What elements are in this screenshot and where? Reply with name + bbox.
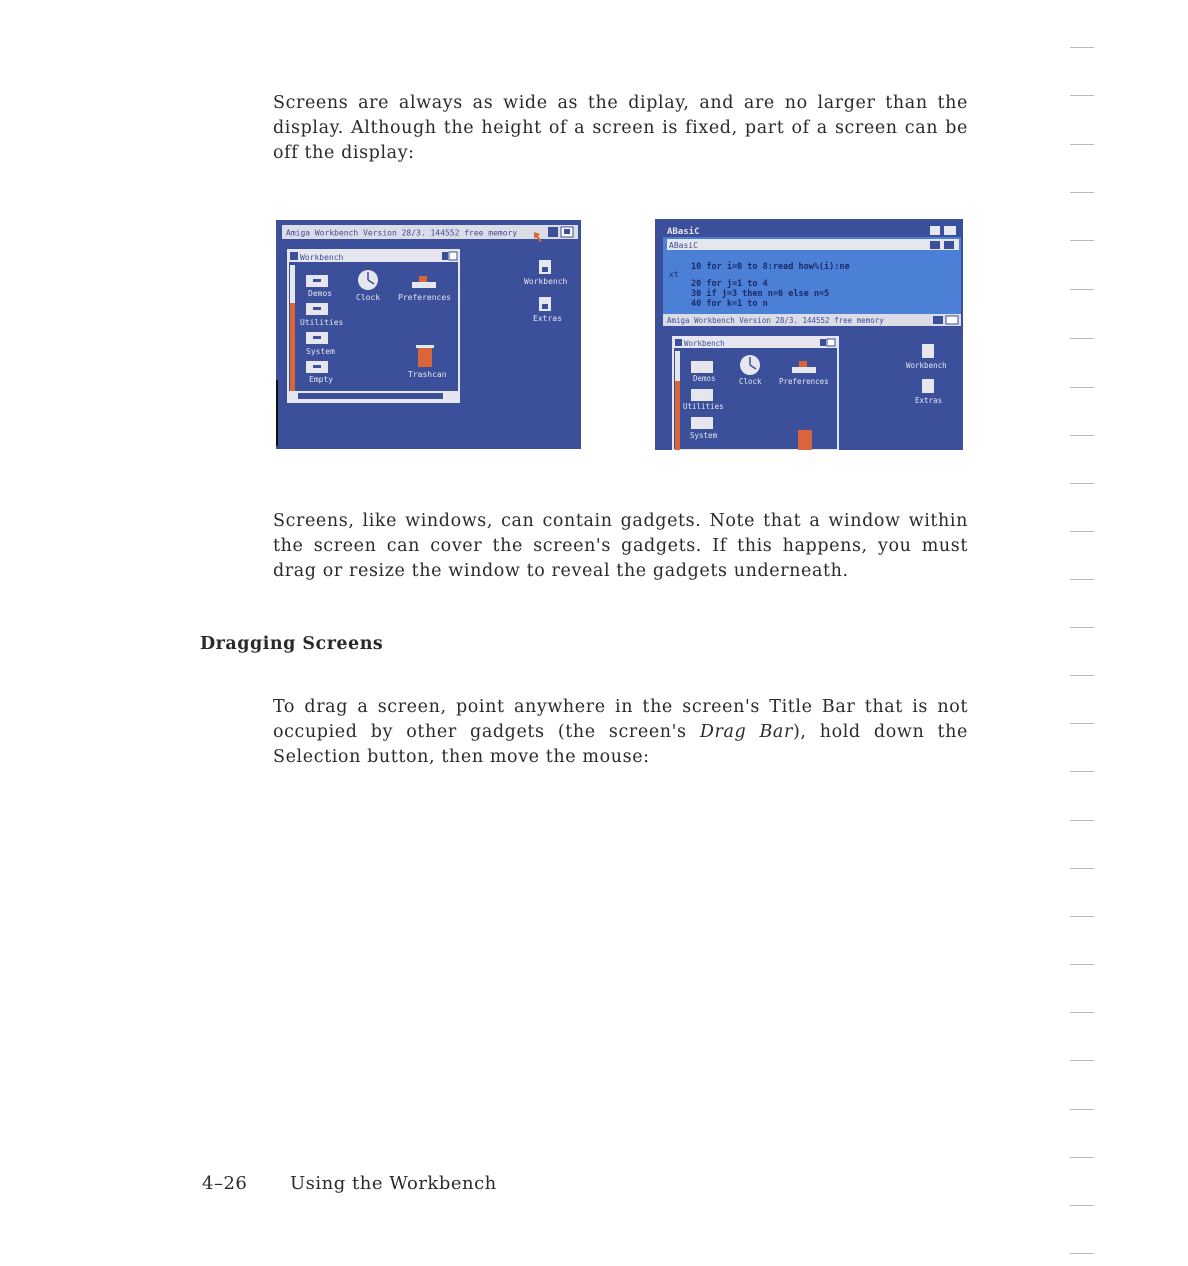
screen-title-text: Amiga Workbench Version 28/3. 144552 free memory xyxy=(286,228,518,238)
clock-label: Clock xyxy=(739,377,762,386)
system-label: System xyxy=(306,347,335,356)
drag-bar-term: Drag Bar xyxy=(699,722,793,742)
paragraph-text: To drag a screen, point anywhere in the screen's Title Bar that is not occupied by other gadgets (the screen's xyxy=(273,697,968,742)
empty-label: Empty xyxy=(309,375,334,384)
extras-disk-label: Extras xyxy=(533,314,562,323)
preferences-label: Preferences xyxy=(398,293,451,302)
workbench-window-title: Workbench xyxy=(684,339,725,348)
paragraph-text: ), hold down the Selection button, then move the mouse: xyxy=(273,722,968,767)
preferences-icon xyxy=(412,282,436,288)
basic-over-workbench-screenshot xyxy=(655,219,963,450)
workbench-disk-icon xyxy=(922,344,934,358)
section-heading: Dragging Screens xyxy=(200,634,384,654)
workbench-screen-title: Amiga Workbench Version 28/3. 144552 free memory xyxy=(667,316,884,325)
extras-disk-label: Extras xyxy=(915,396,943,405)
chapter-title: Using the Workbench xyxy=(290,1173,497,1194)
code-line: 10 for i=0 to 8:read how%(i):ne xyxy=(691,262,850,272)
workbench-screenshot xyxy=(276,220,581,449)
trashcan-label: Trashcan xyxy=(408,370,447,379)
preferences-icon xyxy=(792,367,816,373)
basic-screen-title: ABasiC xyxy=(667,227,700,237)
extras-disk-icon xyxy=(922,379,934,393)
basic-window-title: ABasiC xyxy=(669,241,698,250)
window-title-text: Workbench xyxy=(300,253,344,262)
demos-label: Demos xyxy=(693,374,716,383)
depth-back-gadget xyxy=(548,227,558,237)
gadgets-paragraph: Screens, like windows, can contain gadgets. Note that a window within the screen can cover the screen's gadgets. If this happens, you must drag or resize the window to reveal the gadgets underneath. xyxy=(273,511,968,581)
trashcan-icon xyxy=(418,347,432,367)
code-line: 30 if j=3 then n=6 else n=5 xyxy=(691,289,830,299)
system-label: System xyxy=(690,431,718,440)
code-line: 20 for j=1 to 4 xyxy=(691,279,768,289)
drag-screen-paragraph xyxy=(273,695,968,770)
preferences-label: Preferences xyxy=(779,377,829,386)
page-number: 4–26 xyxy=(202,1173,248,1194)
utilities-label: Utilities xyxy=(300,318,344,327)
workbench-disk-label: Workbench xyxy=(524,277,568,286)
workbench-disk-label: Workbench xyxy=(906,361,947,370)
basic-window-title-bar xyxy=(667,239,959,250)
code-prefix: xt xyxy=(669,270,679,279)
utilities-label: Utilities xyxy=(683,402,724,411)
code-line: 40 for k=1 to n xyxy=(691,299,768,309)
margin-tick-marks xyxy=(1070,0,1100,1266)
demos-label: Demos xyxy=(308,289,333,298)
clock-label: Clock xyxy=(356,293,381,302)
intro-paragraph: Screens are always as wide as the diplay, and are no larger than the display. Although the height of a screen is fixed, part of a screen can be off the display: xyxy=(273,93,968,163)
trashcan-icon xyxy=(798,430,812,450)
